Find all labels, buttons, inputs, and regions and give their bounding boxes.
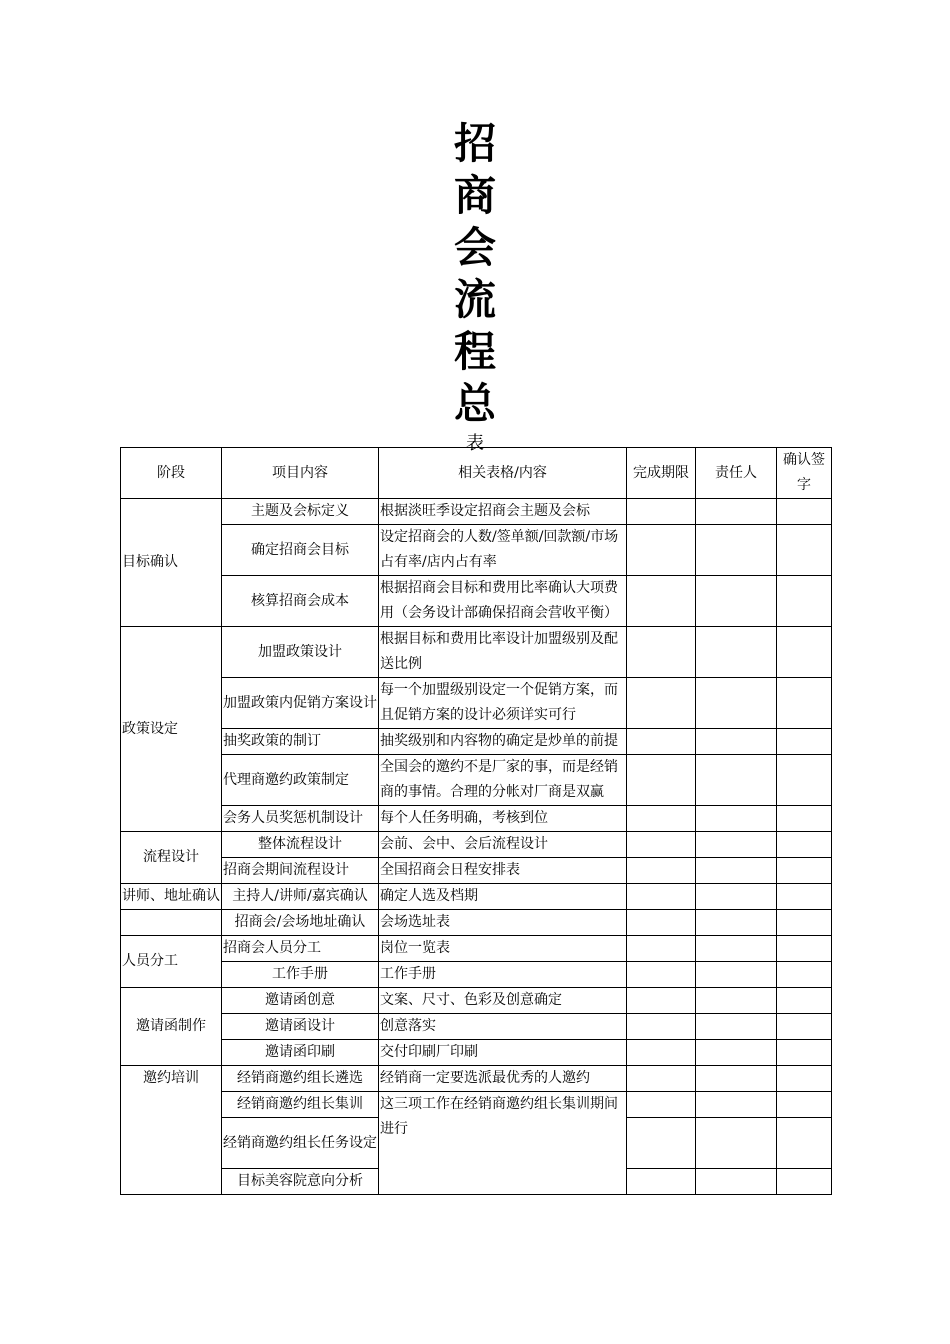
header-owner: 责任人 [696,448,777,499]
deadline-cell [627,910,696,936]
owner-cell [696,627,777,678]
confirm-cell [777,1066,832,1092]
content-cell: 文案、尺寸、色彩及创意确定 [379,988,627,1014]
deadline-cell [627,936,696,962]
title-char: 程 [453,327,496,376]
item-cell: 核算招商会成本 [222,576,379,627]
item-cell: 代理商邀约政策制定 [222,755,379,806]
header-item: 项目内容 [222,448,379,499]
title-char: 会 [453,223,496,272]
item-cell: 邀请函设计 [222,1014,379,1040]
owner-cell [696,1066,777,1092]
confirm-cell [777,910,832,936]
content-cell: 确定人选及档期 [379,884,627,910]
confirm-cell [777,525,832,576]
owner-cell [696,1040,777,1066]
confirm-cell [777,1169,832,1195]
item-cell: 邀请函印刷 [222,1040,379,1066]
item-cell: 招商会/会场地址确认 [222,910,379,936]
owner-cell [696,962,777,988]
item-cell: 邀请函创意 [222,988,379,1014]
deadline-cell [627,525,696,576]
table-row [121,678,832,729]
owner-cell [696,1118,777,1169]
item-cell: 目标美容院意向分析 [222,1169,379,1195]
confirm-cell [777,936,832,962]
deadline-cell [627,884,696,910]
owner-cell [696,884,777,910]
content-cell: 全国会的邀约不是厂家的事，而是经销商的事情。合理的分帐对厂商是双赢 [379,755,627,806]
content-cell: 会前、会中、会后流程设计 [379,832,627,858]
deadline-cell [627,1066,696,1092]
item-cell: 确定招商会目标 [222,525,379,576]
table-row [121,988,832,1014]
header-content: 相关表格/内容 [379,448,627,499]
owner-cell [696,910,777,936]
deadline-cell [627,1040,696,1066]
confirm-cell [777,858,832,884]
table-row [121,884,832,910]
deadline-cell [627,806,696,832]
deadline-cell [627,1092,696,1118]
deadline-cell [627,1014,696,1040]
confirm-cell [777,499,832,525]
deadline-cell [627,627,696,678]
deadline-cell [627,858,696,884]
owner-cell [696,858,777,884]
confirm-cell [777,1014,832,1040]
phase-cell: 邀约培训 [121,1066,222,1195]
content-cell: 工作手册 [379,962,627,988]
confirm-cell [777,627,832,678]
owner-cell [696,936,777,962]
table-row [121,499,832,525]
process-table [120,447,832,1195]
content-cell: 这三项工作在经销商邀约组长集训期间进行 [379,1092,627,1195]
deadline-cell [627,678,696,729]
table-row [121,1014,832,1040]
owner-cell [696,1014,777,1040]
item-cell: 经销商邀约组长集训 [222,1092,379,1118]
owner-cell [696,755,777,806]
confirm-cell [777,832,832,858]
table-row [121,962,832,988]
phase-cell: 邀请函制作 [121,988,222,1066]
title-char: 商 [453,171,496,220]
table-row [121,806,832,832]
confirm-cell [777,962,832,988]
table-row [121,1066,832,1092]
owner-cell [696,806,777,832]
item-cell: 抽奖政策的制订 [222,729,379,755]
item-cell: 整体流程设计 [222,832,379,858]
owner-cell [696,1092,777,1118]
content-cell: 根据目标和费用比率设计加盟级别及配送比例 [379,627,627,678]
owner-cell [696,525,777,576]
phase-cell-empty [121,910,222,936]
title-char: 总 [453,379,496,428]
owner-cell [696,576,777,627]
deadline-cell [627,1118,696,1169]
confirm-cell [777,1040,832,1066]
item-cell: 工作手册 [222,962,379,988]
table-row [121,576,832,627]
confirm-cell [777,678,832,729]
table-row [121,910,832,936]
header-confirm: 确认签字 [777,448,832,499]
content-cell: 根据淡旺季设定招商会主题及会标 [379,499,627,525]
content-cell: 经销商一定要选派最优秀的人邀约 [379,1066,627,1092]
item-cell: 主持人/讲师/嘉宾确认 [222,884,379,910]
item-cell: 招商会期间流程设计 [222,858,379,884]
owner-cell [696,499,777,525]
content-cell: 全国招商会日程安排表 [379,858,627,884]
confirm-cell [777,988,832,1014]
deadline-cell [627,832,696,858]
item-cell: 加盟政策设计 [222,627,379,678]
table-row [121,1092,832,1118]
deadline-cell [627,755,696,806]
deadline-cell [627,729,696,755]
title-last-char: 表 [466,433,484,454]
confirm-cell [777,576,832,627]
header-deadline: 完成期限 [627,448,696,499]
confirm-cell [777,806,832,832]
content-cell: 岗位一览表 [379,936,627,962]
item-cell: 经销商邀约组长任务设定 [222,1118,379,1169]
owner-cell [696,988,777,1014]
content-cell: 创意落实 [379,1014,627,1040]
table-row [121,936,832,962]
table-row [121,755,832,806]
phase-cell: 讲师、地址确认 [121,884,222,910]
table-row [121,729,832,755]
confirm-cell [777,755,832,806]
content-cell: 会场选址表 [379,910,627,936]
deadline-cell [627,988,696,1014]
table-row [121,627,832,678]
title-char: 流 [453,275,496,324]
confirm-cell [777,884,832,910]
table-row [121,1040,832,1066]
deadline-cell [627,576,696,627]
confirm-cell [777,1092,832,1118]
owner-cell [696,678,777,729]
phase-cell: 目标确认 [121,499,222,627]
deadline-cell [627,499,696,525]
deadline-cell [627,1169,696,1195]
confirm-cell [777,1118,832,1169]
deadline-cell [627,962,696,988]
item-cell: 主题及会标定义 [222,499,379,525]
document-title [0,118,950,456]
item-cell: 招商会人员分工 [222,936,379,962]
confirm-cell [777,729,832,755]
content-cell: 设定招商会的人数/签单额/回款额/市场占有率/店内占有率 [379,525,627,576]
item-cell: 加盟政策内促销方案设计 [222,678,379,729]
content-cell: 根据招商会目标和费用比率确认大项费用（会务设计部确保招商会营收平衡） [379,576,627,627]
phase-cell: 政策设定 [121,627,222,832]
table-row [121,858,832,884]
table-row [121,832,832,858]
header-row [121,448,832,499]
title-char: 招 [453,119,496,168]
phase-cell: 流程设计 [121,832,222,884]
content-cell: 每个人任务明确，考核到位 [379,806,627,832]
owner-cell [696,729,777,755]
owner-cell [696,832,777,858]
item-cell: 会务人员奖惩机制设计 [222,806,379,832]
table-row [121,525,832,576]
item-cell: 经销商邀约组长遴选 [222,1066,379,1092]
phase-cell: 人员分工 [121,936,222,988]
content-cell: 抽奖级别和内容物的确定是炒单的前提 [379,729,627,755]
content-cell: 交付印刷厂印刷 [379,1040,627,1066]
owner-cell [696,1169,777,1195]
content-cell: 每一个加盟级别设定一个促销方案，而且促销方案的设计必须详实可行 [379,678,627,729]
header-phase: 阶段 [121,448,222,499]
